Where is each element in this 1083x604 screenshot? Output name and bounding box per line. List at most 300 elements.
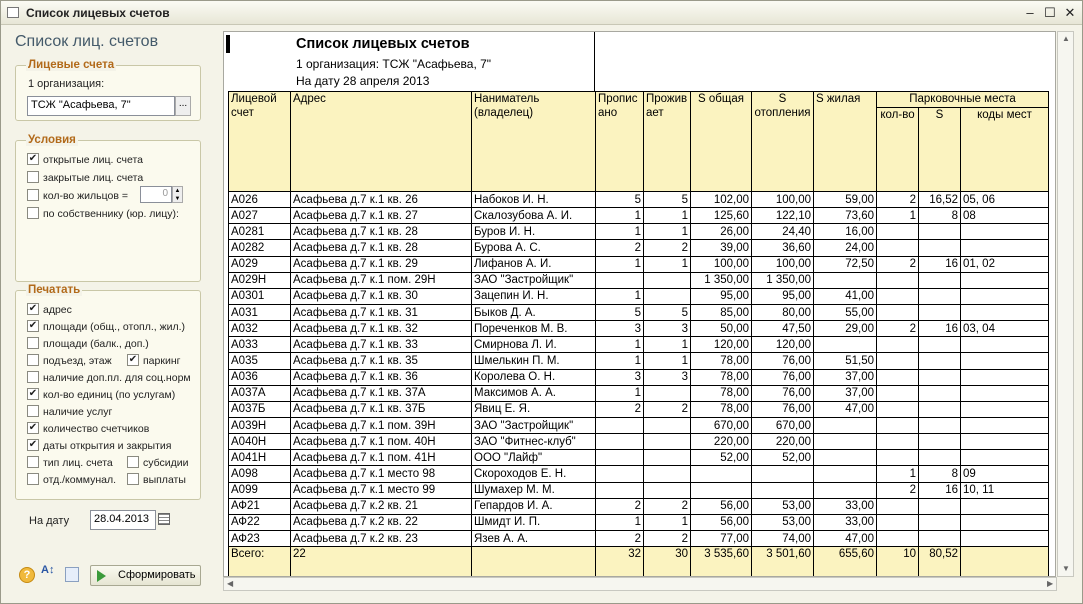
table-cell[interactable] [814, 272, 877, 288]
table-cell[interactable]: 2 [877, 482, 919, 498]
table-cell[interactable] [919, 337, 961, 353]
table-cell[interactable] [919, 417, 961, 433]
table-cell[interactable]: А040Н [229, 434, 291, 450]
document-icon[interactable] [65, 567, 79, 582]
table-cell[interactable]: 3 535,60 [691, 547, 752, 577]
table-cell[interactable]: 1 [644, 514, 691, 530]
table-cell[interactable]: 39,00 [691, 240, 752, 256]
browse-button[interactable]: ... [175, 96, 191, 116]
table-row [229, 450, 1049, 466]
table-cell[interactable]: А041Н [229, 450, 291, 466]
table-cell[interactable]: 1 350,00 [691, 272, 752, 288]
table-cell[interactable]: 1 [877, 466, 919, 482]
table-cell[interactable]: Скалозубова А. И. [472, 208, 596, 224]
table-cell[interactable]: А026 [229, 192, 291, 208]
table-cell[interactable] [877, 434, 919, 450]
table-cell[interactable]: 3 501,60 [752, 547, 814, 577]
table-cell[interactable]: 85,00 [691, 304, 752, 320]
table-cell[interactable] [691, 466, 752, 482]
table-cell[interactable]: А035 [229, 353, 291, 369]
table-cell[interactable]: ЗАО "Застройщик" [472, 417, 596, 433]
table-cell[interactable]: 76,00 [752, 385, 814, 401]
table-cell[interactable]: 77,00 [691, 530, 752, 546]
table-cell[interactable]: 120,00 [752, 337, 814, 353]
print-areas-checkbox[interactable]: ✔ [28, 320, 38, 331]
table-cell[interactable]: 220,00 [691, 434, 752, 450]
table-cell[interactable] [877, 353, 919, 369]
table-cell[interactable] [961, 304, 1049, 320]
table-cell[interactable]: 1 [596, 337, 644, 353]
table-cell[interactable]: 2 [596, 401, 644, 417]
generate-button[interactable] [90, 565, 201, 586]
table-cell[interactable] [919, 450, 961, 466]
table-cell[interactable]: А036 [229, 369, 291, 385]
table-cell[interactable] [877, 369, 919, 385]
table-cell[interactable]: 655,60 [814, 547, 877, 577]
report-area[interactable] [223, 31, 1056, 577]
table-cell[interactable]: Бурова А. С. [472, 240, 596, 256]
table-cell[interactable]: Явиц Е. Я. [472, 401, 596, 417]
table-cell[interactable]: Быков Д. А. [472, 304, 596, 320]
table-cell[interactable]: А029Н [229, 272, 291, 288]
sort-icon[interactable]: A↕ [41, 564, 55, 576]
table-cell[interactable]: 2 [644, 240, 691, 256]
table-cell[interactable]: 3 [644, 369, 691, 385]
table-cell[interactable]: 1 [644, 353, 691, 369]
table-cell[interactable] [644, 434, 691, 450]
table-cell[interactable] [814, 417, 877, 433]
table-cell[interactable] [596, 482, 644, 498]
table-cell[interactable]: 78,00 [691, 385, 752, 401]
open-accounts-label: открытые лиц. счета [43, 154, 143, 166]
table-cell[interactable]: 1 [596, 256, 644, 272]
table-cell[interactable]: 100,00 [691, 256, 752, 272]
table-cell[interactable]: 1 [644, 256, 691, 272]
table-cell[interactable]: 1 [596, 514, 644, 530]
table-cell[interactable] [877, 272, 919, 288]
table-cell[interactable]: 1 [596, 208, 644, 224]
table-cell[interactable]: АФ22 [229, 514, 291, 530]
table-cell[interactable]: Асафьева д.7 к.1 кв. 28 [291, 240, 472, 256]
table-cell[interactable]: Скороходов Е. Н. [472, 466, 596, 482]
table-cell[interactable]: 2 [877, 192, 919, 208]
table-cell[interactable]: 3 [596, 321, 644, 337]
table-cell[interactable]: А027 [229, 208, 291, 224]
table-cell[interactable]: 2 [644, 498, 691, 514]
table-cell[interactable] [961, 288, 1049, 304]
table-cell[interactable]: Асафьева д.7 к.2 кв. 23 [291, 530, 472, 546]
table-cell[interactable]: Асафьева д.7 к.1 кв. 28 [291, 224, 472, 240]
table-cell[interactable]: Асафьева д.7 к.1 кв. 31 [291, 304, 472, 320]
scroll-left-icon[interactable]: ◀ [227, 579, 234, 588]
table-cell[interactable] [814, 434, 877, 450]
table-row [229, 240, 1049, 256]
table-cell[interactable]: А039Н [229, 417, 291, 433]
table-cell[interactable]: 37,00 [814, 385, 877, 401]
table-cell[interactable]: А037А [229, 385, 291, 401]
table-cell[interactable]: Шмелькин П. М. [472, 353, 596, 369]
table-cell[interactable] [814, 466, 877, 482]
table-cell[interactable]: 33,00 [814, 514, 877, 530]
table-cell[interactable] [961, 498, 1049, 514]
table-cell[interactable] [961, 434, 1049, 450]
print-meters-checkbox[interactable]: ✔ [28, 422, 38, 433]
table-cell[interactable]: 16 [919, 256, 961, 272]
table-cell[interactable]: Шмидт И. П. [472, 514, 596, 530]
table-cell[interactable]: Асафьева д.7 к.1 кв. 36 [291, 369, 472, 385]
table-cell[interactable]: Асафьева д.7 к.1 кв. 37А [291, 385, 472, 401]
scroll-right-icon[interactable]: ▶ [1047, 579, 1054, 588]
table-cell[interactable]: 95,00 [752, 288, 814, 304]
table-cell[interactable]: Язев А. А. [472, 530, 596, 546]
calendar-icon[interactable] [158, 513, 170, 525]
table-cell[interactable]: 16 [919, 321, 961, 337]
table-cell[interactable]: Асафьева д.7 к.1 пом. 41Н [291, 450, 472, 466]
table-cell[interactable]: 08 [961, 208, 1049, 224]
table-cell[interactable]: 5 [596, 304, 644, 320]
table-cell[interactable] [644, 385, 691, 401]
table-cell[interactable]: 09 [961, 466, 1049, 482]
close-icon[interactable]: ✕ [1064, 5, 1076, 20]
table-cell[interactable]: Шумахер М. М. [472, 482, 596, 498]
table-cell[interactable]: 125,60 [691, 208, 752, 224]
table-cell[interactable]: 80,52 [919, 547, 961, 577]
table-cell[interactable]: 59,00 [814, 192, 877, 208]
table-cell[interactable]: Асафьева д.7 к.1 пом. 40Н [291, 434, 472, 450]
table-cell[interactable]: 120,00 [691, 337, 752, 353]
table-cell[interactable]: Асафьева д.7 к.2 кв. 21 [291, 498, 472, 514]
table-cell[interactable]: 52,00 [752, 450, 814, 466]
print-option-label: даты открытия и закрытия [43, 440, 172, 452]
table-cell[interactable]: Пореченков М. В. [472, 321, 596, 337]
table-cell[interactable]: 100,00 [752, 256, 814, 272]
table-cell[interactable] [877, 288, 919, 304]
table-cell[interactable] [919, 240, 961, 256]
table-cell[interactable]: 5 [596, 192, 644, 208]
table-cell[interactable]: Асафьева д.7 к.1 место 99 [291, 482, 472, 498]
table-cell[interactable] [919, 385, 961, 401]
table-cell[interactable]: 2 [877, 321, 919, 337]
table-row [229, 514, 1049, 530]
table-cell[interactable]: 56,00 [691, 514, 752, 530]
table-cell[interactable] [961, 224, 1049, 240]
table-cell[interactable] [877, 337, 919, 353]
table-cell[interactable]: 51,50 [814, 353, 877, 369]
table-cell[interactable]: Всего: [229, 547, 291, 577]
table-cell[interactable]: 1 [596, 353, 644, 369]
table-cell[interactable]: 78,00 [691, 401, 752, 417]
table-cell[interactable]: 53,00 [752, 514, 814, 530]
table-cell[interactable]: 36,60 [752, 240, 814, 256]
table-cell[interactable]: 33,00 [814, 498, 877, 514]
table-cell[interactable] [752, 482, 814, 498]
table-cell[interactable] [877, 498, 919, 514]
table-cell[interactable] [877, 304, 919, 320]
table-cell[interactable]: Асафьева д.7 к.1 кв. 32 [291, 321, 472, 337]
table-cell[interactable]: Асафьева д.7 к.1 пом. 29Н [291, 272, 472, 288]
table-cell[interactable]: А037Б [229, 401, 291, 417]
table-cell[interactable] [919, 304, 961, 320]
table-cell[interactable] [919, 369, 961, 385]
print-dates-checkbox[interactable]: ✔ [28, 439, 38, 450]
table-cell[interactable] [644, 288, 691, 304]
table-cell[interactable]: Буров И. Н. [472, 224, 596, 240]
table-cell[interactable]: 2 [596, 530, 644, 546]
table-cell[interactable]: 100,00 [752, 192, 814, 208]
scroll-down-icon[interactable]: ▼ [1062, 564, 1070, 573]
table-cell[interactable] [472, 547, 596, 577]
table-cell[interactable]: 22 [291, 547, 472, 577]
table-cell[interactable]: 1 [644, 224, 691, 240]
table-cell[interactable]: 16 [919, 482, 961, 498]
table-cell[interactable]: 74,00 [752, 530, 814, 546]
table-cell[interactable] [877, 530, 919, 546]
table-cell[interactable] [644, 417, 691, 433]
table-cell[interactable] [596, 417, 644, 433]
horizontal-scrollbar[interactable] [223, 577, 1057, 591]
table-cell[interactable] [961, 450, 1049, 466]
table-cell[interactable] [877, 385, 919, 401]
table-cell[interactable]: Асафьева д.7 к.1 кв. 37Б [291, 401, 472, 417]
table-cell[interactable]: Асафьева д.7 к.1 кв. 26 [291, 192, 472, 208]
owner-checkbox[interactable] [27, 207, 39, 219]
vertical-scrollbar[interactable] [1057, 31, 1074, 577]
print-account-type-checkbox[interactable] [27, 456, 39, 468]
table-cell[interactable]: 78,00 [691, 353, 752, 369]
table-cell[interactable]: Смирнова Л. И. [472, 337, 596, 353]
table-cell[interactable]: Максимов А. А. [472, 385, 596, 401]
print-units-checkbox[interactable]: ✔ [28, 388, 38, 399]
table-cell[interactable]: 41,00 [814, 288, 877, 304]
print-services-checkbox[interactable] [27, 405, 39, 417]
table-cell[interactable]: 10, 11 [961, 482, 1049, 498]
print-payments-checkbox[interactable] [127, 473, 139, 485]
table-cell[interactable]: 72,50 [814, 256, 877, 272]
table-cell[interactable] [961, 514, 1049, 530]
table-cell[interactable]: 32 [596, 547, 644, 577]
table-cell[interactable]: 2 [644, 401, 691, 417]
table-cell[interactable]: Асафьева д.7 к.1 кв. 33 [291, 337, 472, 353]
table-cell[interactable] [961, 417, 1049, 433]
table-cell[interactable]: Зацепин И. Н. [472, 288, 596, 304]
table-cell[interactable]: А0282 [229, 240, 291, 256]
print-entrance-checkbox[interactable] [27, 354, 39, 366]
date-input[interactable]: 28.04.2013 [90, 510, 156, 530]
print-address-checkbox[interactable]: ✔ [28, 303, 38, 314]
table-cell[interactable]: 1 [596, 385, 644, 401]
table-cell[interactable] [814, 337, 877, 353]
table-cell[interactable] [961, 337, 1049, 353]
table-cell[interactable]: А032 [229, 321, 291, 337]
table-cell[interactable] [961, 240, 1049, 256]
col-header-s-heating: S отопления [752, 92, 814, 192]
scroll-up-icon[interactable]: ▲ [1062, 34, 1070, 43]
table-cell[interactable]: 16,00 [814, 224, 877, 240]
table-cell[interactable] [644, 466, 691, 482]
table-cell[interactable]: 2 [644, 530, 691, 546]
table-cell[interactable] [961, 385, 1049, 401]
table-cell[interactable] [877, 450, 919, 466]
table-cell[interactable]: Лифанов А. И. [472, 256, 596, 272]
table-cell[interactable]: 47,00 [814, 530, 877, 546]
table-cell[interactable]: 1 350,00 [752, 272, 814, 288]
table-cell[interactable]: 3 [596, 369, 644, 385]
table-cell[interactable]: А033 [229, 337, 291, 353]
print-parking-checkbox[interactable]: ✔ [128, 354, 138, 365]
table-cell[interactable] [877, 401, 919, 417]
table-cell[interactable] [961, 401, 1049, 417]
table-cell[interactable]: 5 [644, 192, 691, 208]
table-cell[interactable] [877, 240, 919, 256]
table-cell[interactable]: 56,00 [691, 498, 752, 514]
table-cell[interactable] [814, 450, 877, 466]
table-cell[interactable] [919, 288, 961, 304]
table-cell[interactable]: 95,00 [691, 288, 752, 304]
table-cell[interactable]: 55,00 [814, 304, 877, 320]
table-cell[interactable]: 102,00 [691, 192, 752, 208]
table-cell[interactable] [961, 353, 1049, 369]
table-cell[interactable] [644, 482, 691, 498]
table-cell[interactable] [919, 353, 961, 369]
table-cell[interactable]: 76,00 [752, 401, 814, 417]
table-cell[interactable] [961, 369, 1049, 385]
table-cell[interactable]: ЗАО "Фитнес-клуб" [472, 434, 596, 450]
table-cell[interactable] [596, 272, 644, 288]
table-cell[interactable]: Набоков И. Н. [472, 192, 596, 208]
table-cell[interactable]: 8 [919, 208, 961, 224]
group-title: Лицевые счета [28, 59, 115, 71]
table-cell[interactable] [919, 530, 961, 546]
table-cell[interactable]: А0301 [229, 288, 291, 304]
table-cell[interactable]: 24,00 [814, 240, 877, 256]
print-extra-area-checkbox[interactable] [27, 371, 39, 383]
table-cell[interactable]: ЗАО "Застройщик" [472, 272, 596, 288]
table-cell[interactable]: ООО "Лайф" [472, 450, 596, 466]
table-cell[interactable]: 47,00 [814, 401, 877, 417]
table-cell[interactable] [961, 530, 1049, 546]
table-cell[interactable] [919, 401, 961, 417]
table-cell[interactable] [919, 224, 961, 240]
table-cell[interactable] [877, 224, 919, 240]
table-cell[interactable]: 2 [596, 240, 644, 256]
residents-spinner[interactable]: ▲ ▼ [172, 186, 183, 203]
table-cell[interactable]: Асафьева д.7 к.2 кв. 22 [291, 514, 472, 530]
table-cell[interactable]: 1 [644, 337, 691, 353]
table-cell[interactable]: 53,00 [752, 498, 814, 514]
table-row [229, 466, 1049, 482]
print-subsidies-checkbox[interactable] [127, 456, 139, 468]
minimize-icon[interactable]: – [1026, 5, 1034, 20]
table-cell[interactable]: 52,00 [691, 450, 752, 466]
residents-count-input[interactable]: 0 [140, 186, 172, 203]
table-cell[interactable]: 03, 04 [961, 321, 1049, 337]
table-cell[interactable]: 47,50 [752, 321, 814, 337]
table-cell[interactable]: 50,00 [691, 321, 752, 337]
table-cell[interactable]: АФ23 [229, 530, 291, 546]
table-cell[interactable]: 73,60 [814, 208, 877, 224]
table-cell[interactable]: 16,52 [919, 192, 961, 208]
table-cell[interactable]: 76,00 [752, 353, 814, 369]
table-cell[interactable] [877, 514, 919, 530]
table-cell[interactable] [752, 466, 814, 482]
table-cell[interactable]: Асафьева д.7 к.1 кв. 29 [291, 256, 472, 272]
help-icon[interactable]: ? [19, 567, 35, 583]
table-cell[interactable] [814, 482, 877, 498]
table-cell[interactable]: 30 [644, 547, 691, 577]
table-cell[interactable]: 78,00 [691, 369, 752, 385]
table-cell[interactable] [644, 272, 691, 288]
table-cell[interactable] [919, 514, 961, 530]
table-cell[interactable]: Королева О. Н. [472, 369, 596, 385]
open-accounts-checkbox[interactable]: ✔ [28, 153, 38, 164]
maximize-icon[interactable]: ☐ [1044, 5, 1056, 20]
table-cell[interactable]: 670,00 [752, 417, 814, 433]
table-cell[interactable]: 37,00 [814, 369, 877, 385]
table-cell[interactable]: 05, 06 [961, 192, 1049, 208]
table-cell[interactable]: А098 [229, 466, 291, 482]
table-cell[interactable]: А0281 [229, 224, 291, 240]
table-cell[interactable]: АФ21 [229, 498, 291, 514]
table-cell[interactable]: 2 [877, 256, 919, 272]
table-cell[interactable] [919, 272, 961, 288]
table-cell[interactable]: А031 [229, 304, 291, 320]
table-cell[interactable]: 1 [644, 208, 691, 224]
table-cell[interactable]: 8 [919, 466, 961, 482]
table-cell[interactable]: 1 [877, 208, 919, 224]
table-cell[interactable] [644, 450, 691, 466]
table-cell[interactable]: Гепардов И. А. [472, 498, 596, 514]
table-cell[interactable] [691, 482, 752, 498]
table-cell[interactable] [596, 450, 644, 466]
table-cell[interactable] [961, 547, 1049, 577]
closed-accounts-checkbox[interactable] [27, 171, 39, 183]
table-cell[interactable]: 3 [644, 321, 691, 337]
residents-checkbox[interactable] [27, 189, 39, 201]
organization-field[interactable]: ТСЖ "Асафьева, 7" [27, 96, 175, 116]
table-cell[interactable]: 1 [596, 224, 644, 240]
table-cell[interactable]: 29,00 [814, 321, 877, 337]
table-cell[interactable]: А099 [229, 482, 291, 498]
table-cell[interactable]: 01, 02 [961, 256, 1049, 272]
table-cell[interactable]: Асафьева д.7 к.1 кв. 35 [291, 353, 472, 369]
table-cell[interactable]: 26,00 [691, 224, 752, 240]
print-communal-checkbox[interactable] [27, 473, 39, 485]
table-cell[interactable] [919, 498, 961, 514]
table-cell[interactable]: Асафьева д.7 к.1 кв. 30 [291, 288, 472, 304]
table-cell[interactable]: Асафьева д.7 к.1 пом. 39Н [291, 417, 472, 433]
table-cell[interactable]: 5 [644, 304, 691, 320]
table-cell[interactable]: 1 [596, 288, 644, 304]
table-cell[interactable]: 670,00 [691, 417, 752, 433]
print-balcony-checkbox[interactable] [27, 337, 39, 349]
table-cell[interactable]: 220,00 [752, 434, 814, 450]
table-cell[interactable]: Асафьева д.7 к.1 место 98 [291, 466, 472, 482]
table-cell[interactable]: 24,40 [752, 224, 814, 240]
table-cell[interactable]: 76,00 [752, 369, 814, 385]
table-cell[interactable] [596, 434, 644, 450]
table-cell[interactable] [919, 434, 961, 450]
table-cell[interactable] [877, 417, 919, 433]
table-cell[interactable] [596, 466, 644, 482]
table-cell[interactable]: 2 [596, 498, 644, 514]
table-cell[interactable] [961, 272, 1049, 288]
table-cell[interactable]: 10 [877, 547, 919, 577]
table-cell[interactable]: 122,10 [752, 208, 814, 224]
table-cell[interactable]: А029 [229, 256, 291, 272]
table-cell[interactable]: 80,00 [752, 304, 814, 320]
col-header-s-living: S жилая [814, 92, 877, 192]
table-cell[interactable]: Асафьева д.7 к.1 кв. 27 [291, 208, 472, 224]
